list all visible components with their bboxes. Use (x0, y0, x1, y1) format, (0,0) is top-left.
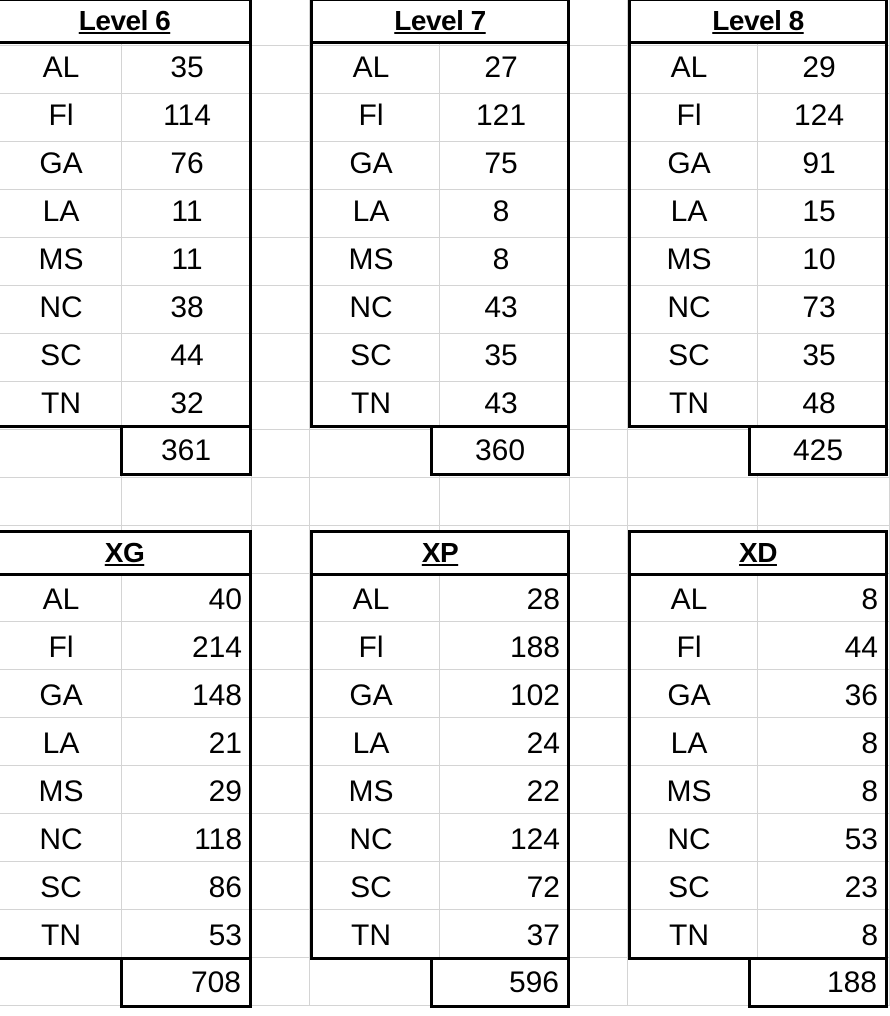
table-row (628, 720, 888, 768)
grid-cell[interactable] (252, 142, 310, 190)
count-cell[interactable]: 11 (171, 243, 203, 276)
grid-cell[interactable] (252, 862, 310, 910)
state-cell[interactable]: GA (349, 679, 393, 712)
grid-cell[interactable] (570, 670, 628, 718)
count-cell[interactable]: 72 (526, 871, 560, 904)
grid-cell[interactable] (252, 286, 310, 334)
table-row (310, 44, 570, 92)
grid-cell[interactable] (252, 766, 310, 814)
grid-cell[interactable] (570, 286, 628, 334)
state-cell[interactable]: MS (38, 243, 84, 276)
total-value: 188 (826, 965, 877, 999)
state-cell[interactable]: MS (666, 775, 712, 808)
table-row (628, 816, 888, 864)
grid-cell[interactable] (252, 334, 310, 382)
table-title[interactable] (628, 0, 888, 44)
state-cell[interactable]: GA (349, 147, 393, 180)
state-cell[interactable]: Fl (358, 631, 384, 664)
table-row (310, 768, 570, 816)
state-cell[interactable]: TN (351, 387, 391, 420)
table-row (310, 816, 570, 864)
state-cell[interactable]: SC (668, 871, 710, 904)
table-row (0, 720, 252, 768)
table-row (628, 672, 888, 720)
count-cell[interactable]: 91 (802, 147, 836, 180)
state-cell[interactable]: SC (350, 339, 392, 372)
state-cell[interactable]: TN (41, 919, 81, 952)
state-cell[interactable]: NC (39, 291, 83, 324)
total-value: 360 (474, 433, 526, 467)
count-cell[interactable]: 8 (861, 919, 878, 952)
grid-cell[interactable] (252, 526, 310, 574)
count-cell[interactable]: 76 (170, 147, 204, 180)
grid-cell[interactable] (252, 622, 310, 670)
state-cell[interactable]: TN (351, 919, 391, 952)
grid-cell[interactable] (570, 478, 628, 526)
count-cell[interactable]: 28 (526, 583, 560, 616)
count-cell[interactable]: 124 (793, 99, 845, 132)
count-cell[interactable]: 22 (526, 775, 560, 808)
state-cell[interactable]: GA (667, 147, 711, 180)
state-cell[interactable]: LA (352, 727, 390, 760)
state-cell[interactable]: TN (669, 919, 709, 952)
table-row (310, 380, 570, 428)
summary-table (0, 0, 252, 478)
state-cell[interactable]: GA (39, 679, 83, 712)
grid-cell[interactable] (570, 94, 628, 142)
total-cell[interactable] (430, 428, 570, 476)
state-cell[interactable]: SC (668, 339, 710, 372)
count-cell[interactable]: 40 (208, 583, 242, 616)
state-cell[interactable]: MS (348, 775, 394, 808)
table-row (0, 380, 252, 428)
table-title-text: XP (421, 537, 459, 568)
count-cell[interactable]: 44 (844, 631, 878, 664)
total-value: 708 (190, 965, 241, 999)
total-value: 596 (508, 965, 559, 999)
count-cell[interactable]: 214 (191, 631, 242, 664)
count-cell[interactable]: 86 (208, 871, 242, 904)
total-cell[interactable] (120, 428, 252, 476)
grid-cell[interactable] (570, 862, 628, 910)
table-row (310, 720, 570, 768)
summary-table (310, 0, 570, 478)
state-cell[interactable]: NC (667, 823, 711, 856)
table-row (628, 44, 888, 92)
count-cell[interactable]: 121 (475, 99, 527, 132)
table-row (310, 92, 570, 140)
grid-cell[interactable] (440, 478, 570, 526)
count-cell[interactable]: 11 (171, 195, 203, 228)
state-cell[interactable]: Fl (48, 631, 74, 664)
count-cell[interactable]: 37 (526, 919, 560, 952)
table-title-text: Level 7 (394, 5, 486, 36)
table-row (628, 140, 888, 188)
state-cell[interactable]: AL (670, 51, 708, 84)
table-row (310, 912, 570, 960)
count-cell[interactable]: 29 (208, 775, 242, 808)
grid-cell[interactable] (310, 478, 440, 526)
table-row (310, 236, 570, 284)
table-row (0, 188, 252, 236)
summary-table (0, 530, 252, 1010)
grid-cell[interactable] (122, 478, 252, 526)
grid-cell[interactable] (252, 190, 310, 238)
count-cell[interactable]: 8 (861, 583, 878, 616)
count-cell[interactable]: 23 (844, 871, 878, 904)
grid-cell[interactable] (570, 382, 628, 430)
count-cell[interactable]: 48 (802, 387, 836, 420)
state-cell[interactable]: NC (39, 823, 83, 856)
table-title[interactable] (310, 0, 570, 44)
table-row (628, 768, 888, 816)
state-cell[interactable]: SC (40, 339, 82, 372)
table-title[interactable] (0, 530, 252, 576)
count-cell[interactable]: 10 (802, 243, 836, 276)
grid-cell[interactable] (252, 814, 310, 862)
grid-cell[interactable] (252, 910, 310, 958)
count-cell[interactable]: 35 (484, 339, 518, 372)
grid-cell[interactable] (628, 478, 758, 526)
grid-cell[interactable] (570, 910, 628, 958)
grid-cell[interactable] (570, 0, 628, 46)
table-row (0, 768, 252, 816)
summary-table (628, 530, 888, 1010)
grid-cell[interactable] (252, 238, 310, 286)
table-row (0, 332, 252, 380)
state-cell[interactable]: AL (352, 51, 390, 84)
grid-cell[interactable] (0, 478, 122, 526)
grid-cell[interactable] (570, 718, 628, 766)
state-cell[interactable]: MS (666, 243, 712, 276)
count-cell[interactable]: 21 (208, 727, 242, 760)
table-title-text: XD (739, 537, 777, 568)
count-cell[interactable]: 43 (484, 387, 518, 420)
table-row (310, 624, 570, 672)
count-cell[interactable]: 102 (509, 679, 560, 712)
state-cell[interactable]: NC (349, 291, 393, 324)
count-cell[interactable]: 36 (844, 679, 878, 712)
grid-cell[interactable] (252, 46, 310, 94)
state-cell[interactable]: LA (42, 727, 80, 760)
total-cell[interactable] (430, 960, 570, 1008)
table-row (310, 284, 570, 332)
table-row (628, 912, 888, 960)
grid-cell[interactable] (570, 622, 628, 670)
table-row (310, 864, 570, 912)
state-cell[interactable]: Fl (676, 631, 702, 664)
count-cell[interactable]: 15 (802, 195, 836, 228)
grid-cell[interactable] (570, 526, 628, 574)
count-cell[interactable]: 188 (509, 631, 560, 664)
state-cell[interactable]: NC (349, 823, 393, 856)
total-value: 425 (792, 433, 844, 467)
table-title-text: XG (104, 537, 145, 568)
grid-cell[interactable] (570, 46, 628, 94)
table-row (310, 188, 570, 236)
state-cell[interactable]: LA (352, 195, 390, 228)
state-cell[interactable]: LA (670, 727, 708, 760)
count-cell[interactable]: 53 (208, 919, 242, 952)
count-cell[interactable]: 32 (170, 387, 204, 420)
table-row (0, 912, 252, 960)
count-cell[interactable]: 44 (170, 339, 204, 372)
table-row (628, 236, 888, 284)
count-cell[interactable]: 75 (484, 147, 518, 180)
table-row (628, 188, 888, 236)
count-cell[interactable]: 8 (861, 775, 878, 808)
state-cell[interactable]: SC (350, 871, 392, 904)
total-value: 361 (160, 433, 212, 467)
total-cell[interactable] (748, 428, 888, 476)
state-cell[interactable]: GA (39, 147, 83, 180)
state-cell[interactable]: SC (40, 871, 82, 904)
grid-cell[interactable] (570, 814, 628, 862)
summary-table (310, 530, 570, 1010)
total-cell[interactable] (748, 960, 888, 1008)
table-row (0, 624, 252, 672)
table-row (0, 284, 252, 332)
table-row (310, 332, 570, 380)
state-cell[interactable]: LA (670, 195, 708, 228)
count-cell[interactable]: 29 (802, 51, 836, 84)
table-row (0, 236, 252, 284)
state-cell[interactable]: GA (667, 679, 711, 712)
table-row (0, 864, 252, 912)
count-cell[interactable]: 73 (802, 291, 836, 324)
table-row (0, 576, 252, 624)
grid-cell[interactable] (252, 94, 310, 142)
count-cell[interactable]: 38 (170, 291, 204, 324)
table-row (628, 92, 888, 140)
table-row (628, 624, 888, 672)
count-cell[interactable]: 8 (492, 195, 510, 228)
grid-cell[interactable] (758, 478, 890, 526)
state-cell[interactable]: AL (670, 583, 708, 616)
grid-cell[interactable] (252, 382, 310, 430)
state-cell[interactable]: AL (42, 583, 80, 616)
state-cell[interactable]: AL (352, 583, 390, 616)
table-row (628, 284, 888, 332)
grid-cell[interactable] (570, 334, 628, 382)
count-cell[interactable]: 43 (484, 291, 518, 324)
table-title[interactable] (0, 0, 252, 44)
grid-cell[interactable] (570, 958, 628, 1006)
grid-cell[interactable] (252, 0, 310, 46)
total-cell[interactable] (120, 960, 252, 1008)
grid-cell[interactable] (252, 574, 310, 622)
count-cell[interactable]: 118 (194, 823, 242, 856)
table-title-text: Level 6 (78, 5, 171, 36)
summary-table (628, 0, 888, 478)
state-cell[interactable]: TN (669, 387, 709, 420)
grid-cell[interactable] (570, 238, 628, 286)
state-cell[interactable]: MS (348, 243, 394, 276)
count-cell[interactable]: 114 (163, 99, 211, 132)
grid-cell[interactable] (570, 574, 628, 622)
state-cell[interactable]: NC (667, 291, 711, 324)
grid-cell[interactable] (252, 958, 310, 1006)
grid-cell[interactable] (252, 718, 310, 766)
state-cell[interactable]: TN (41, 387, 81, 420)
state-cell[interactable]: LA (42, 195, 80, 228)
state-cell[interactable]: MS (38, 775, 84, 808)
table-row (310, 576, 570, 624)
table-row (628, 332, 888, 380)
table-row (628, 576, 888, 624)
table-title[interactable] (310, 530, 570, 576)
count-cell[interactable]: 8 (861, 727, 878, 760)
table-title[interactable] (628, 530, 888, 576)
grid-cell[interactable] (252, 670, 310, 718)
grid-cell[interactable] (252, 430, 310, 478)
table-row (0, 44, 252, 92)
state-cell[interactable]: Fl (358, 99, 384, 132)
grid-cell[interactable] (570, 766, 628, 814)
table-row (0, 672, 252, 720)
grid-cell[interactable] (570, 430, 628, 478)
table-row (628, 380, 888, 428)
table-row (310, 672, 570, 720)
state-cell[interactable]: AL (42, 51, 80, 84)
table-row (0, 92, 252, 140)
table-title-text: Level 8 (712, 5, 804, 36)
state-cell[interactable]: Fl (676, 99, 702, 132)
grid-cell[interactable] (570, 142, 628, 190)
count-cell[interactable]: 35 (170, 51, 204, 84)
count-cell[interactable]: 124 (509, 823, 560, 856)
count-cell[interactable]: 8 (492, 243, 510, 276)
grid-cell[interactable] (252, 478, 310, 526)
count-cell[interactable]: 35 (802, 339, 836, 372)
state-cell[interactable]: Fl (48, 99, 74, 132)
table-row (310, 140, 570, 188)
grid-cell[interactable] (570, 190, 628, 238)
table-row (0, 140, 252, 188)
count-cell[interactable]: 148 (191, 679, 242, 712)
count-cell[interactable]: 53 (844, 823, 878, 856)
table-row (628, 864, 888, 912)
table-row (0, 816, 252, 864)
count-cell[interactable]: 27 (484, 51, 518, 84)
count-cell[interactable]: 24 (526, 727, 560, 760)
